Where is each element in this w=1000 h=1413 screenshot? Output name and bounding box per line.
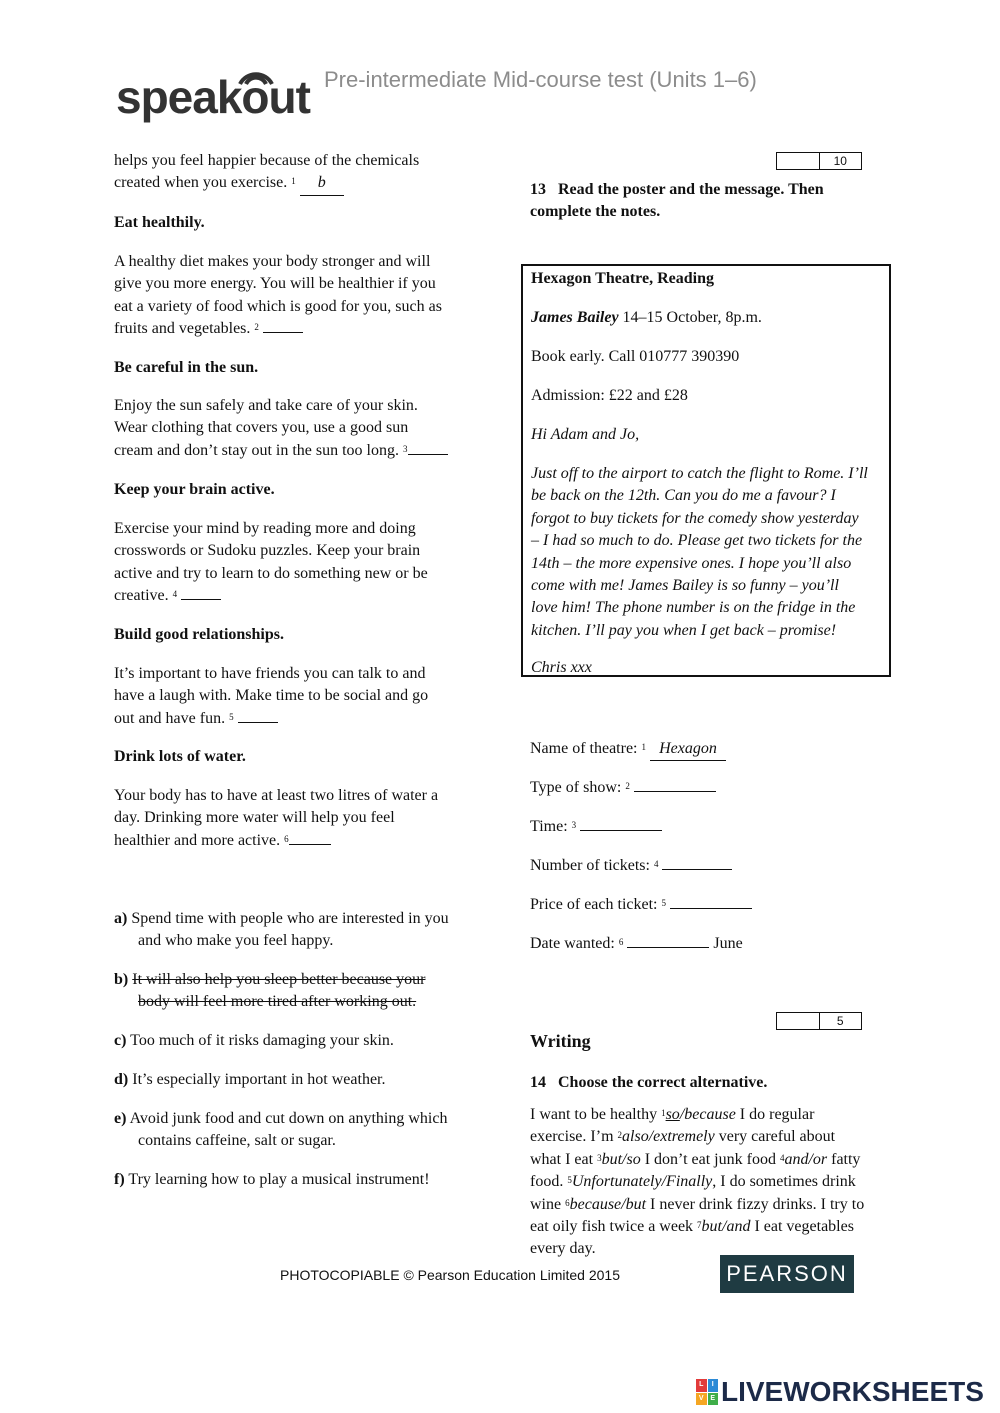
- choice-5[interactable]: Unfortunately/Finally: [571, 1173, 713, 1191]
- option-e: e) Avoid junk food and cut down on anything which contains caffeine, salt or sugar.: [114, 1110, 448, 1150]
- note-6-blank[interactable]: [627, 933, 709, 948]
- message-greeting: Hi Adam and Jo,: [531, 426, 640, 443]
- score-box-14: 5: [776, 1012, 862, 1030]
- poster-title: Hexagon Theatre, Reading: [531, 270, 714, 287]
- section-body: Exercise your mind by reading more and doing crosswords or Sudoku puzzles. Keep your brain active and try to learn to do something new or be creative. $^4$: [114, 520, 428, 605]
- answer-5-blank[interactable]: [238, 708, 278, 723]
- answer-1-blank[interactable]: b: [300, 172, 344, 195]
- choice-3[interactable]: but/so: [601, 1150, 641, 1168]
- question-14-instruction: 14 Choose the correct alternative.: [530, 1074, 768, 1091]
- poster-booking: Book early. Call 010777 390390: [531, 348, 740, 365]
- intro-line: created when you exercise.: [114, 174, 288, 192]
- option-c: c) Too much of it risks damaging your skin.: [114, 1032, 394, 1049]
- question-number: 1: [291, 176, 296, 187]
- liveworksheets-text: LIVEWORKSHEETS: [721, 1376, 984, 1407]
- choice-4[interactable]: and/or: [784, 1150, 828, 1168]
- choice-6[interactable]: because/but: [569, 1195, 647, 1213]
- note-theatre: Name of theatre: $^1$ Hexagon: [530, 738, 726, 761]
- choice-2[interactable]: also/extremely: [622, 1128, 715, 1146]
- message-signoff: Chris xxx: [531, 659, 592, 676]
- option-b: b) It will also help you sleep better because your body will feel more tired after working out.: [114, 971, 426, 1011]
- answer-6-blank[interactable]: [289, 830, 331, 845]
- writing-heading: Writing: [530, 1031, 591, 1051]
- option-d: d) It’s especially important in hot weather.: [114, 1071, 386, 1088]
- poster-act: James Bailey 14–15 October, 8p.m.: [531, 309, 762, 326]
- section-heading: Keep your brain active.: [114, 481, 275, 498]
- note-date: Date wanted: $^6$ June: [530, 935, 743, 952]
- choice-7[interactable]: but/and: [701, 1218, 751, 1236]
- pearson-logo: PEARSON: [720, 1255, 854, 1293]
- answer-2-blank[interactable]: [263, 318, 303, 333]
- question-14-text: I want to be healthy $^1$so/because I do regular exercise. I’m $^2$also/extremely very careful about what I eat $^3$but/so I don’t eat junk food $^4$and/or fatty food. $^5$Unfortunately/Finally, I do sometimes drink wine $^6$because/but I never drink fizzy drinks. I try to eat oily fish twice a week $^7$but/and I eat vegetables every day.: [530, 1106, 865, 1258]
- option-f: f) Try learning how to play a musical instrument!: [114, 1171, 430, 1188]
- section-body: It’s important to have friends you can talk to and have a laugh with. Make time to be social and go out and have fun. $^5$: [114, 665, 429, 727]
- note-price: Price of each ticket: $^5$: [530, 894, 752, 916]
- note-2-blank[interactable]: [634, 777, 716, 792]
- note-3-blank[interactable]: [580, 816, 662, 831]
- score-box-13: 10: [776, 152, 862, 170]
- note-type: Type of show: $^2$: [530, 777, 716, 799]
- choice-1-selected[interactable]: so: [665, 1106, 680, 1123]
- liveworksheets-badge-icon: L I V E: [696, 1379, 718, 1405]
- note-time: Time: $^3$: [530, 816, 662, 838]
- section-body: Enjoy the sun safely and take care of your skin. Wear clothing that covers you, use a good sun cream and don’t stay out in the sun too long. $^3$: [114, 395, 448, 462]
- liveworksheets-watermark: [696, 1376, 984, 1408]
- section-body: A healthy diet makes your body stronger and will give you more energy. You will be healthier if you eat a variety of food which is good for you, such as fruits and vegetables. $^2$: [114, 253, 442, 338]
- option-a: a) Spend time with people who are interested in you and who make you feel happy.: [114, 910, 449, 950]
- answer-3-blank[interactable]: [408, 440, 448, 455]
- question-13-instruction: 13 Read the poster and the message. Then complete the notes.: [530, 181, 824, 221]
- logo-text: speakout: [116, 71, 310, 123]
- intro-line: helps you feel happier because of the chemicals: [114, 152, 420, 169]
- copyright-notice: PHOTOCOPIABLE © Pearson Education Limited 2015: [280, 1267, 621, 1283]
- section-body: Your body has to have at least two litres of water a day. Drinking more water will help you feel healthier and more active. $^6$: [114, 787, 439, 849]
- answer-4-blank[interactable]: [181, 585, 221, 600]
- section-heading: Eat healthily.: [114, 214, 205, 231]
- note-4-blank[interactable]: [662, 855, 732, 870]
- choice-1-other[interactable]: /because: [679, 1106, 736, 1123]
- section-heading: Be careful in the sun.: [114, 359, 259, 376]
- poster-box: [521, 264, 891, 677]
- note-tickets: Number of tickets: $^4$: [530, 855, 732, 877]
- message-body: Just off to the airport to catch the flight to Rome. I’ll be back on the 12th. Can you do me a favour? I forgot to buy tickets for the comedy show yesterday – I had so much to do. Please get two tickets for the 14th – the more expensive ones. I hope you’ll also come with me! James Bailey is so funny – you’ll love him! The phone number is on the fridge in the kitchen. I’ll pay you when I get back – promise!: [531, 465, 868, 639]
- speakout-logo: [116, 60, 326, 126]
- poster-admission: Admission: £22 and £28: [531, 387, 688, 404]
- intro-text: [114, 150, 419, 196]
- note-1-answer[interactable]: Hexagon: [650, 738, 726, 761]
- section-heading: Build good relationships.: [114, 626, 284, 643]
- section-heading: Drink lots of water.: [114, 748, 246, 765]
- note-5-blank[interactable]: [670, 894, 752, 909]
- signal-arcs-icon: [234, 60, 278, 88]
- test-title: Pre-intermediate Mid-course test (Units 1–6): [324, 67, 757, 92]
